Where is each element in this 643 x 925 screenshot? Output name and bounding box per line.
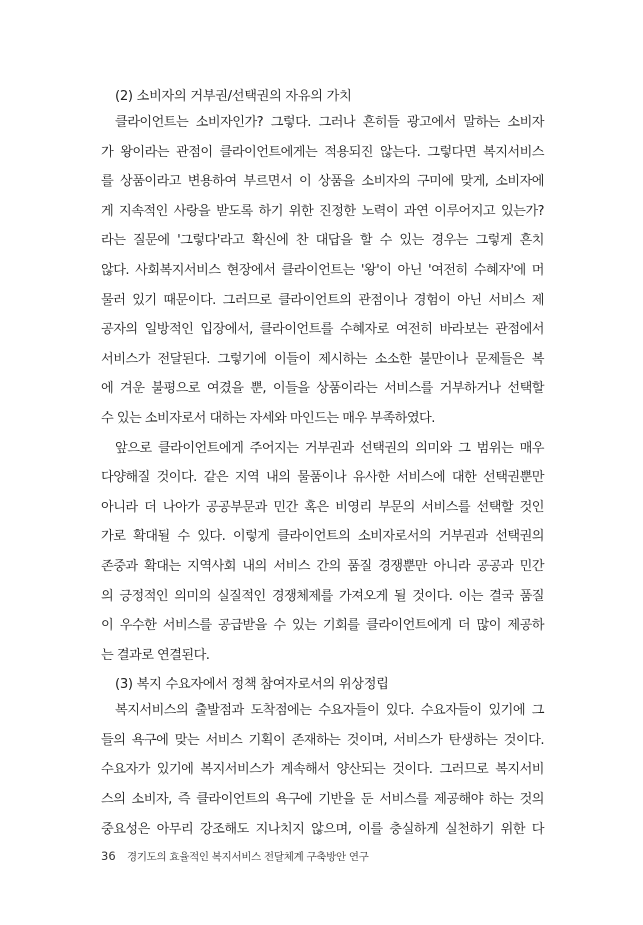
page-number: 36 [101,849,116,863]
paragraph-line: 다양해질 것이다. 같은 지역 내의 물품이나 유사한 서비스에 대한 선택권뿐만 [101,470,544,486]
paragraph-line: 가로 확대될 수 있다. 이렇게 클라이언트의 소비자로서의 거부권과 선택권의 [101,529,544,545]
paragraph-line: 복지서비스의 출발점과 도착점에는 수요자들이 있다. 수요자들이 있기에 그 [115,703,544,719]
paragraph-line: 이 우수한 서비스를 공급받을 수 있는 기회를 클라이언트에게 더 많이 제공하 [101,618,544,634]
paragraph-line: 클라이언트는 소비자인가? 그렇다. 그러나 흔히들 광고에서 말하는 소비자 [115,115,544,130]
paragraph-line: 중요성은 아무리 강조해도 지나치지 않으며, 이를 충실하게 실천하기 위한 다 [101,821,544,837]
paragraph-consumer-2 [101,434,544,671]
paragraph-line: 않다. 사회복지서비스 현장에서 클라이언트는 '왕'이 아닌 '여전히 수혜자'에 머 [101,262,544,278]
paragraph-line: 게 지속적인 사랑을 받도록 하기 위한 진정한 노력이 과연 이루어지고 있는가? [101,203,544,219]
paragraph-line: 물러 있기 때문이다. 그러므로 클라이언트의 관점이나 경험이 아닌 서비스 제 [101,292,544,308]
paragraph-line: 들의 욕구에 맞는 서비스 기획이 존재하는 것이며, 서비스가 탄생하는 것이다. [101,732,544,748]
paragraph-policy-1 [101,696,544,844]
paragraph-line: 앞으로 클라이언트에게 주어지는 거부권과 선택권의 의미와 그 범위는 매우 [115,440,544,456]
paragraph-line: 서비스가 전달된다. 그렇기에 이들이 제시하는 소소한 불만이나 문제들은 복 [101,351,544,367]
section-heading-2: (2) 소비자의 거부권/선택권의 자유의 가치 [115,89,352,104]
page-footer [101,849,369,864]
page-body [101,86,544,844]
paragraph-line: 가 왕이라는 관점이 클라이언트에게는 적용되진 않는다. 그렇다면 복지서비스 [101,144,544,160]
paragraph-line: 아니라 더 나아가 공공부문과 민간 혹은 비영리 부문의 서비스를 선택할 것인 [101,499,544,515]
paragraph-line: 존중과 확대는 지역사회 내의 서비스 간의 품질 경쟁뿐만 아니라 공공과 민간 [101,558,544,574]
paragraph-line: 를 상품이라고 변용하여 부르면서 이 상품을 소비자의 구미에 맞게, 소비자에 [101,174,544,190]
paragraph-line: 수 있는 소비자로서 대하는 자세와 마인드는 매우 부족하였다. [101,410,435,426]
running-title: 경기도의 효율적인 복지서비스 전달체계 구축방안 연구 [126,851,369,863]
paragraph-line: 공자의 일방적인 입장에서, 클라이언트를 수혜자로 여전히 바라보는 관점에서 [101,322,544,338]
section-heading-3: (3) 복지 수요자에서 정책 참여자로서의 위상정립 [115,677,389,693]
paragraph-line: 의 긍정적인 의미의 실질적인 경쟁체제를 가져오게 될 것이다. 이는 결국 품질 [101,588,544,604]
paragraph-line: 스의 소비자, 즉 클라이언트의 욕구에 기반을 둔 서비스를 제공해야 하는 것의 [101,792,544,808]
paragraph-line: 에 겨운 불평으로 여겼을 뿐, 이들을 상품이라는 서비스를 거부하거나 선택할 [101,381,544,397]
paragraph-line: 수요자가 있기에 복지서비스가 계속해서 양산되는 것이다. 그러므로 복지서비 [101,762,544,778]
paragraph-line: 는 결과로 연결된다. [101,647,210,663]
paragraph-line: 라는 질문에 '그렇다'라고 확신에 찬 대답을 할 수 있는 경우는 그렇게 흔치 [101,233,544,249]
paragraph-consumer-1 [101,108,544,434]
